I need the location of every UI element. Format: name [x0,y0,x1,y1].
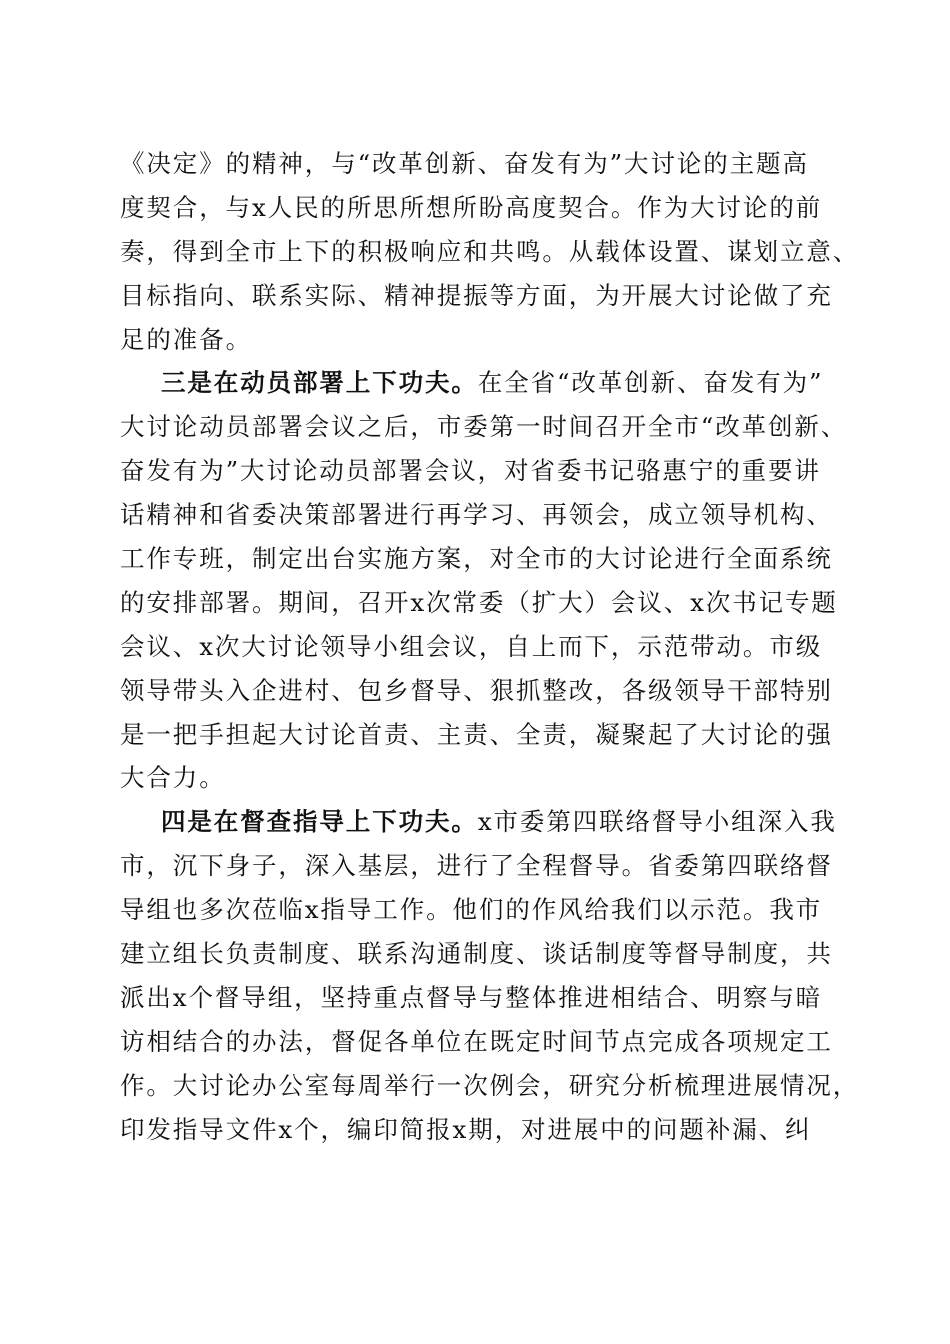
text-line: 大讨论动员部署会议之后，市委第一时间召开全市“改革创新、 [120,412,848,442]
text-line: 话精神和省委决策部署进行再学习、再领会，成立领导机构、 [120,500,833,530]
document-body [120,142,860,1151]
text-line: 会议、x次大讨论领导小组会议，自上而下，示范带动。市级 [120,631,823,661]
text-line: 工作专班，制定出台实施方案，对全市的大讨论进行全面系统 [120,544,833,574]
text-line [120,800,840,844]
text-line: 建立组长负责制度、联系沟通制度、谈话制度等督导制度，共 [120,939,833,969]
text-line [120,361,840,405]
paragraph-2 [120,361,848,800]
paragraph-first-line: 在全省“改革创新、奋发有为” [477,368,824,398]
text-line: 导组也多次莅临x指导工作。他们的作风给我们以示范。我市 [120,895,823,925]
text-line: 派出x个督导组，坚持重点督导与整体推进相结合、明察与暗 [120,982,823,1012]
text-line: 奏，得到全市上下的积极响应和共鸣。从载体设置、谋划立意、 [120,236,860,266]
text-line: 目标指向、联系实际、精神提振等方面，为开展大讨论做了充 [120,280,833,310]
text-line: 足的准备。 [120,324,252,354]
text-line: 市，沉下身子，深入基层，进行了全程督导。省委第四联络督 [120,851,833,881]
text-line: 的安排部署。期间，召开x次常委（扩大）会议、x次书记专题 [120,587,838,617]
text-line: 奋发有为”大讨论动员部署会议，对省委书记骆惠宁的重要讲 [120,456,821,486]
paragraph-lead: 四是在督查指导上下功夫。 [161,807,478,837]
text-line: 大合力。 [120,763,226,793]
text-line: 印发指导文件x个，编印简报x期，对进展中的问题补漏、纠 [120,1114,812,1144]
paragraph-1 [120,142,860,361]
text-line: 领导带头入企进村、包乡督导、狠抓整改，各级领导干部特别 [120,675,833,705]
text-line: 《决定》的精神，与“改革创新、奋发有为”大讨论的主题高 [120,149,809,178]
text-line: 度契合，与x人民的所思所想所盼高度契合。作为大讨论的前 [120,192,823,222]
text-line: 作。大讨论办公室每周举行一次例会，研究分析梳理进展情况， [120,1070,860,1100]
text-line: 是一把手担起大讨论首责、主责、全责，凝聚起了大讨论的强 [120,719,833,749]
paragraph-3 [120,800,860,1151]
paragraph-first-line: x市委第四联络督导小组深入我 [477,807,837,837]
text-line: 访相结合的办法，督促各单位在既定时间节点完成各项规定工 [120,1026,833,1056]
paragraph-lead: 三是在动员部署上下功夫。 [161,368,478,398]
